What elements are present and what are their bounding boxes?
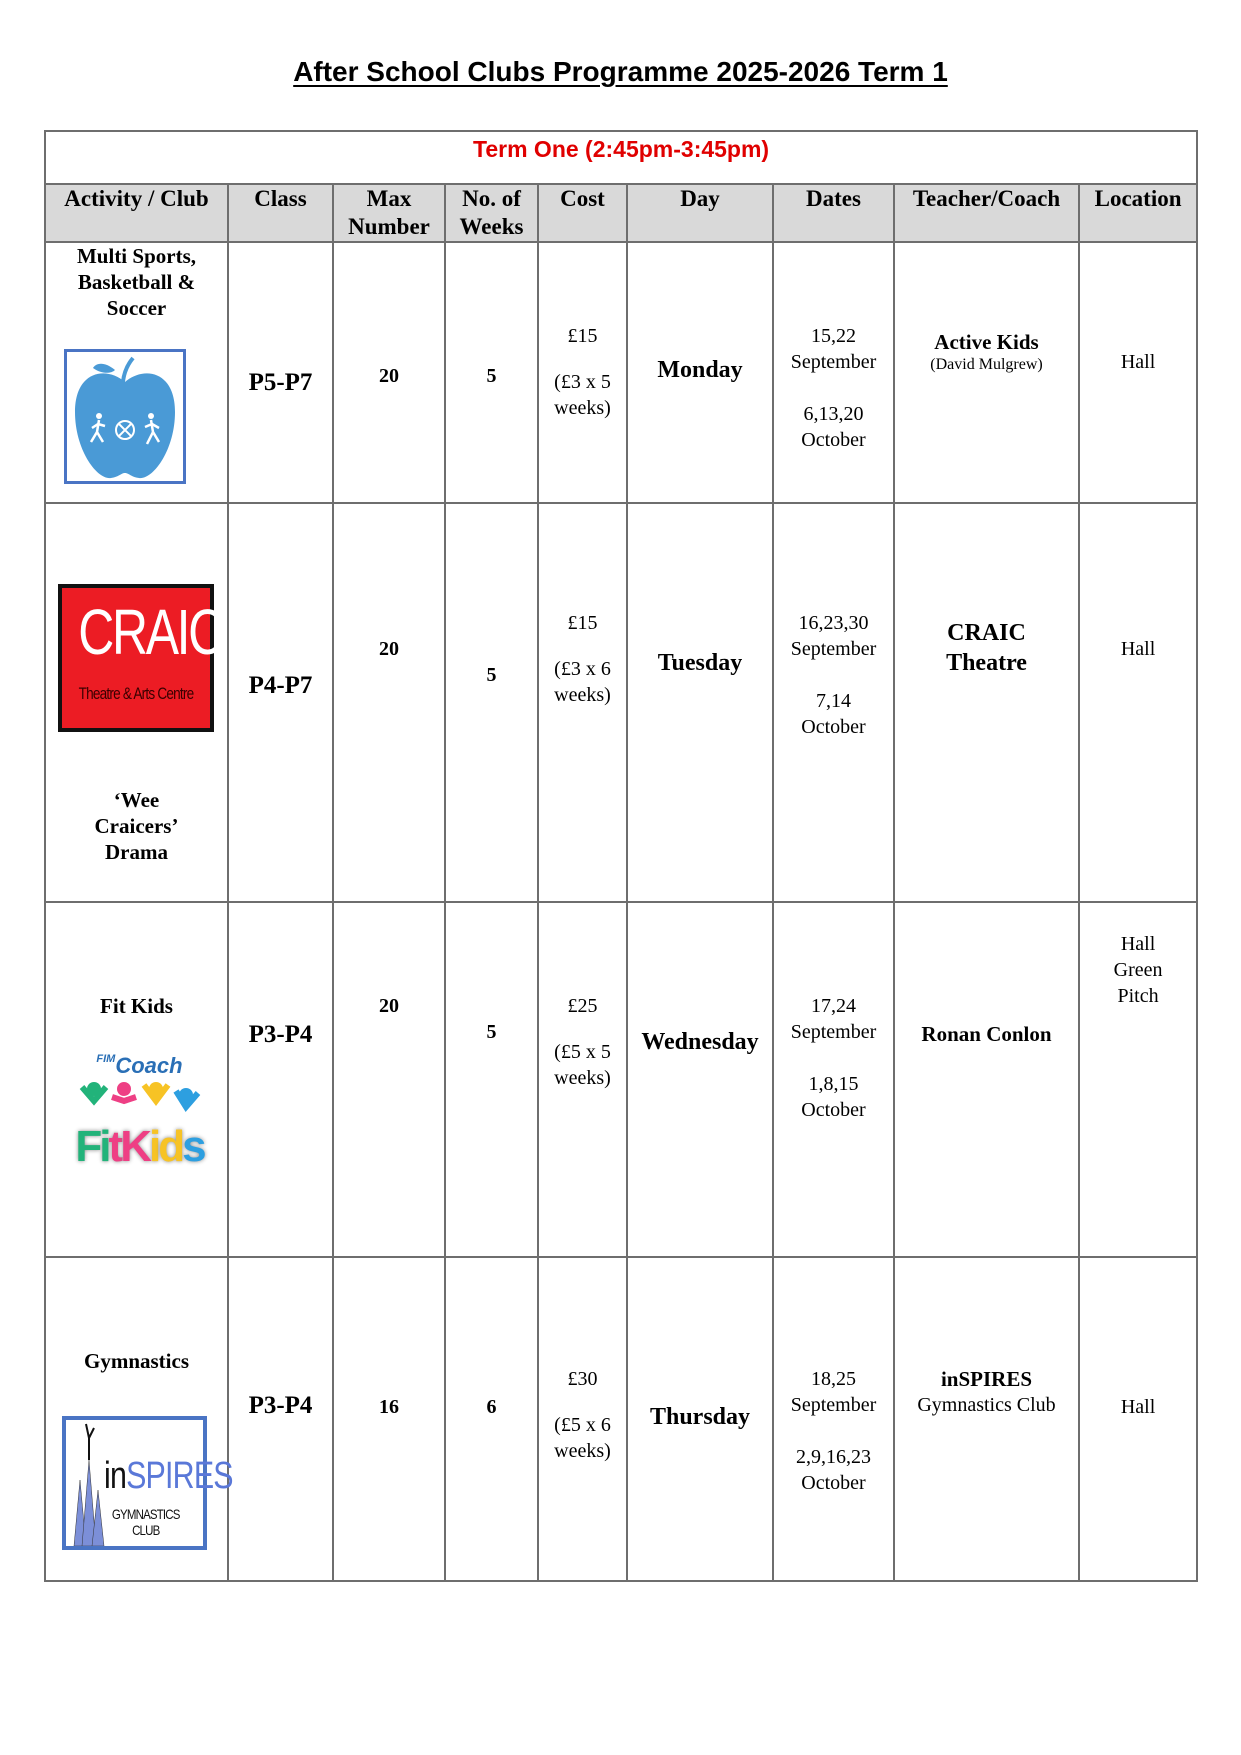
- class-cell: [228, 1257, 333, 1581]
- col-teacher: Teacher/Coach: [894, 184, 1079, 242]
- class-cell: [228, 242, 333, 503]
- header-row: [45, 184, 1197, 242]
- cost-value: £15 (£3 x 6 weeks): [554, 612, 611, 706]
- weeks-value: 5: [486, 664, 497, 686]
- col-weeks: [445, 184, 538, 242]
- weeks-cell: [445, 242, 538, 503]
- fitkids-logo: $^{FIM}$Coach FitKids: [72, 1053, 207, 1203]
- max-number-cell: [333, 902, 445, 1257]
- day-value: Thursday: [649, 1404, 751, 1430]
- max-number-value: 20: [379, 638, 399, 660]
- teacher-cell: [894, 242, 1079, 503]
- fitkids-figures-icon: [72, 1079, 207, 1119]
- class-value: P3-P4: [248, 1392, 313, 1419]
- col-day: Day: [627, 184, 773, 242]
- col-dates: Dates: [773, 184, 894, 242]
- apple-icon: [67, 352, 183, 481]
- col-max-line1: Max: [366, 186, 412, 211]
- day-value: Tuesday: [657, 650, 743, 676]
- craic-theatre-logo: CRAIC Theatre & Arts Centre: [58, 584, 214, 732]
- class-value: P3-P4: [248, 1021, 313, 1048]
- col-cost: Cost: [538, 184, 627, 242]
- teacher-cell: [894, 503, 1079, 902]
- dates-value: 18,25 September 2,9,16,23 October: [790, 1368, 877, 1494]
- col-weeks-line1: No. of: [462, 186, 521, 211]
- dates-cell: [773, 1257, 894, 1581]
- activity-cell: [45, 1257, 233, 1581]
- dates-cell: [773, 242, 894, 503]
- class-value: P5-P7: [248, 369, 313, 396]
- clubs-table: [44, 130, 1198, 1582]
- class-value: P4-P7: [248, 672, 313, 699]
- day-value: Wednesday: [641, 1029, 759, 1055]
- day-cell: [627, 503, 773, 902]
- max-number-value: 20: [379, 365, 399, 387]
- location-value: Hall: [1120, 351, 1156, 373]
- activity-name: ‘Wee Craicers’ Drama: [94, 788, 179, 864]
- activity-name: Gymnastics: [84, 1349, 189, 1373]
- table-row: [45, 503, 1197, 902]
- location-value: Hall: [1120, 1396, 1156, 1418]
- dates-value: 15,22 September 6,13,20 October: [790, 325, 877, 451]
- weeks-cell: [445, 1257, 538, 1581]
- teacher-value: Ronan Conlon: [921, 1022, 1052, 1046]
- table-row: [45, 902, 1197, 1257]
- dates-cell: [773, 902, 894, 1257]
- location-value: Hall: [1120, 638, 1156, 660]
- cost-value: £15 (£3 x 5 weeks): [554, 325, 611, 419]
- table-row: [45, 1257, 1197, 1581]
- cost-value: £25 (£5 x 5 weeks): [554, 995, 611, 1089]
- term-row: [45, 131, 1197, 184]
- max-number-value: 16: [379, 1396, 399, 1418]
- active-kids-apple-logo: [64, 349, 186, 484]
- table-row: [45, 242, 1197, 503]
- day-cell: [627, 902, 773, 1257]
- max-number-cell: [333, 1257, 445, 1581]
- activity-name: Multi Sports, Basketball & Soccer: [76, 244, 196, 320]
- teacher-value: Active Kids (David Mulgrew): [930, 330, 1043, 373]
- day-cell: [627, 242, 773, 503]
- location-cell: [1079, 503, 1197, 902]
- page-title: [0, 56, 1241, 88]
- weeks-value: 5: [486, 365, 497, 387]
- cost-cell: [538, 503, 627, 902]
- inspires-gymnastics-logo: inSPIRES GYMNASTICS CLUB: [62, 1416, 207, 1550]
- day-value: Monday: [657, 357, 743, 383]
- dates-value: 17,24 September 1,8,15 October: [790, 995, 877, 1121]
- dates-cell: [773, 503, 894, 902]
- day-cell: [627, 1257, 773, 1581]
- spires-icon: [68, 1420, 108, 1546]
- term-header: Term One (2:45pm-3:45pm): [45, 131, 1197, 184]
- page-title-text: After School Clubs Programme 2025-2026 Term 1: [293, 56, 948, 87]
- weeks-cell: [445, 902, 538, 1257]
- col-class: Class: [228, 184, 333, 242]
- max-number-cell: [333, 503, 445, 902]
- location-cell: [1079, 242, 1197, 503]
- weeks-cell: [445, 503, 538, 902]
- activity-name: Fit Kids: [100, 994, 173, 1018]
- col-max-line2: Number: [348, 214, 430, 239]
- location-cell: [1079, 1257, 1197, 1581]
- col-weeks-line2: Weeks: [459, 214, 524, 239]
- cost-cell: [538, 242, 627, 503]
- col-location: Location: [1079, 184, 1197, 242]
- cost-value: £30 (£5 x 6 weeks): [554, 1368, 611, 1462]
- teacher-value: CRAIC Theatre: [946, 620, 1027, 676]
- activity-cell: [45, 503, 228, 902]
- col-max-number: [333, 184, 445, 242]
- location-value: Hall Green Pitch: [1113, 933, 1163, 1007]
- teacher-value: inSPIRES Gymnastics Club: [917, 1367, 1056, 1416]
- teacher-cell: [894, 902, 1079, 1257]
- cost-cell: [538, 902, 627, 1257]
- activity-cell: [45, 242, 228, 503]
- activity-cell: [45, 902, 228, 1257]
- max-number-value: 20: [379, 995, 399, 1017]
- weeks-value: 5: [486, 1021, 497, 1043]
- col-activity: Activity / Club: [45, 184, 228, 242]
- cost-cell: [538, 1257, 627, 1581]
- weeks-value: 6: [486, 1396, 497, 1418]
- class-cell: [228, 503, 333, 902]
- max-number-cell: [333, 242, 445, 503]
- dates-value: 16,23,30 September 7,14 October: [790, 612, 877, 738]
- class-cell: [228, 902, 333, 1257]
- location-cell: [1079, 902, 1197, 1257]
- teacher-cell: [894, 1257, 1079, 1581]
